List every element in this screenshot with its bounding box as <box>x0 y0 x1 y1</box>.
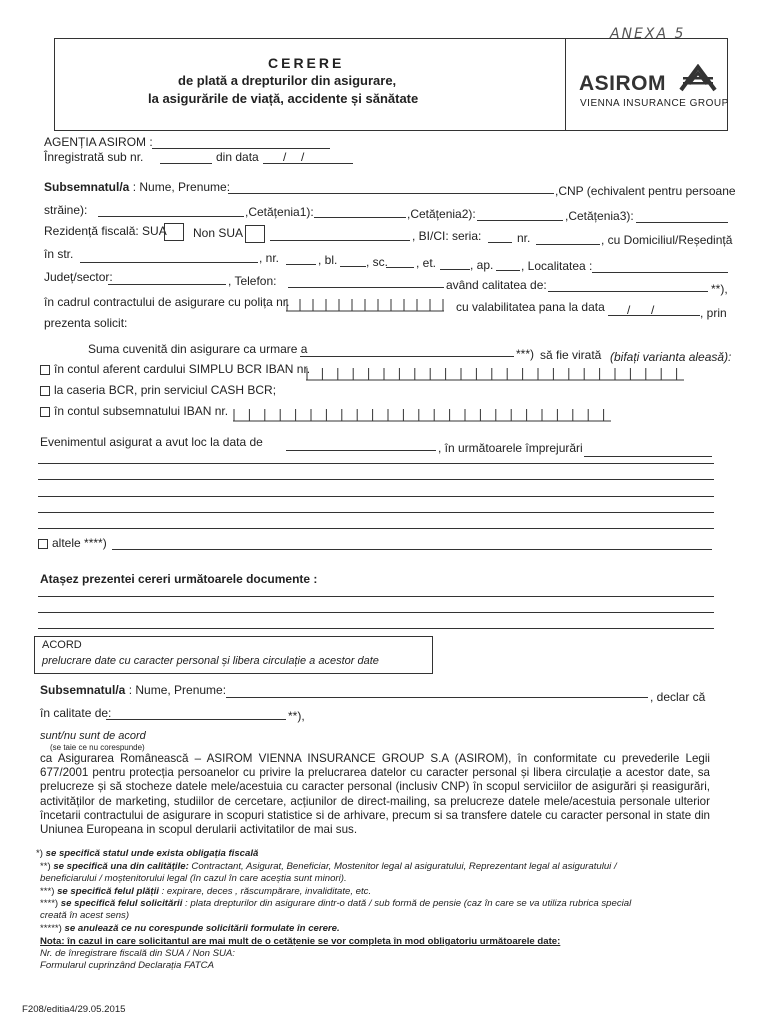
stair-field[interactable] <box>386 267 414 268</box>
option-account-label: în contul subsemnatului IBAN nr. <box>54 404 229 418</box>
date-separator: / <box>301 150 305 164</box>
note-mark: *) <box>36 848 43 859</box>
id-series-label: , BI/CI: seria: <box>412 229 482 243</box>
option-account-checkbox[interactable] <box>40 407 50 417</box>
other-field[interactable] <box>112 549 712 550</box>
circumstances-field[interactable] <box>584 456 712 457</box>
apartment-label: , ap. <box>470 258 494 272</box>
form-subtitle-1: de plată a drepturilor din asigurare, <box>178 73 397 88</box>
circumstances-line[interactable] <box>38 496 714 497</box>
sum-label: Suma cuvenită din asigurare ca urmare a <box>88 342 308 356</box>
choose-hint: (bifați varianta aleasă): <box>610 350 732 364</box>
by-label: , prin <box>700 306 727 320</box>
sum-reason-field[interactable] <box>300 356 514 357</box>
applicant-label: Subsemnatul/a <box>44 180 130 194</box>
agency-label: AGENȚIA ASIROM : <box>44 135 153 149</box>
form-subtitle-2: la asigurările de viață, accidente și sănătate <box>148 91 419 106</box>
citizenship3-label: ,Cetățenia3): <box>565 209 634 223</box>
event-date-label: Evenimentul asigurat a avut loc la data de <box>40 435 263 449</box>
note-2-list: Contractant, Asigurat, Beneficiar, Mostenitor legal al asiguratului, Reprezentant legal al asiguratului / <box>188 861 617 872</box>
agree-option[interactable]: sunt/nu sunt de acord <box>40 730 146 742</box>
block-field[interactable] <box>340 266 366 267</box>
citizenship3-field[interactable] <box>636 222 728 223</box>
fiscal-residence-label: Rezidență fiscală: SUA <box>44 224 167 238</box>
form-code: F208/editia4/29.05.2015 <box>22 1004 126 1015</box>
id-number-label: nr. <box>517 231 531 245</box>
policy-number-field[interactable] <box>286 297 446 318</box>
declare-label: , declar că <box>650 690 706 704</box>
non-sua-label: Non SUA <box>193 226 244 240</box>
circumstances-line[interactable] <box>38 479 714 480</box>
sua-checkbox[interactable] <box>164 223 184 241</box>
registration-label: Înregistrată sub nr. <box>44 150 144 164</box>
name-label: : Nume, Prenume: <box>129 180 231 194</box>
county-field[interactable] <box>108 284 226 285</box>
phone-field[interactable] <box>288 287 444 288</box>
sum-note: ***) <box>516 347 535 361</box>
street-label: în str. <box>44 247 74 261</box>
capacity-field[interactable] <box>548 291 708 292</box>
documents-line[interactable] <box>38 612 714 613</box>
locality-field[interactable] <box>592 272 728 273</box>
non-sua-checkbox[interactable] <box>245 225 265 243</box>
registration-number-field[interactable] <box>160 163 212 164</box>
note-3-list: : expirare, deces , răscumpărare, invaliditate, etc. <box>158 886 372 897</box>
street-number-field[interactable] <box>286 264 316 265</box>
note-3: se specifică felul plății <box>54 886 159 897</box>
documents-line[interactable] <box>38 596 714 597</box>
consent-quality-label: în calitate de: <box>40 706 112 720</box>
circumstances-label: , în următoarele împrejurări <box>438 441 583 455</box>
form-title: CERERE <box>268 55 345 71</box>
note-4-cont: creată în acest sens) <box>40 910 130 921</box>
stair-label: , sc. <box>366 255 389 269</box>
asirom-logo-text: ASIROM <box>579 72 666 95</box>
note-mark: ****) <box>40 898 59 909</box>
account-iban-field[interactable] <box>233 407 613 428</box>
apartment-field[interactable] <box>496 270 520 271</box>
consent-title: ACORD <box>42 639 82 651</box>
validity-label: cu valabilitatea pana la data <box>456 300 605 314</box>
nota-fatca: Nota: în cazul in care solicitantul are mai mult de o cetățenie se vor completa în mod obligatoriu următoarele date: <box>40 936 561 947</box>
phone-label: , Telefon: <box>228 274 277 288</box>
county-label: Județ/sector: <box>44 270 113 284</box>
option-cash-label: la caseria BCR, prin serviciul CASH BCR; <box>54 383 277 397</box>
card-iban-field[interactable] <box>306 366 686 387</box>
note-4-list: : plata drepturilor din asigurare dintr-o dată / sub formă de pensie (caz în care se va utiliza rubrica special <box>182 898 632 909</box>
capacity-label: având calitatea de: <box>446 278 547 292</box>
note-mark: ***) <box>40 886 55 897</box>
foreign-label: străine): <box>44 203 88 217</box>
documents-line[interactable] <box>38 628 714 629</box>
note-2-cont: beneficiarului / moștenitorului legal (în cazul în care aceștia sunt minori). <box>40 873 347 884</box>
consent-quality-field[interactable] <box>106 719 286 720</box>
street-field[interactable] <box>80 262 258 263</box>
registration-date-label: din data <box>216 150 259 164</box>
note-mark: *****) <box>40 923 62 934</box>
note-5: se anulează ce nu corespunde solicitării formulate în cerere. <box>61 923 340 934</box>
event-date-field[interactable] <box>286 450 436 451</box>
circumstances-line[interactable] <box>38 463 714 464</box>
id-number-field[interactable] <box>536 244 600 245</box>
consent-quality-note: **), <box>288 709 305 723</box>
transfer-label: să fie virată <box>540 348 602 362</box>
nota-line-2: Formularul cuprinzând Declarația FATCA <box>40 960 214 971</box>
asirom-logo-icon <box>679 64 717 97</box>
fiscal-residence-field[interactable] <box>270 240 410 241</box>
street-number-label: , nr. <box>259 251 280 265</box>
floor-field[interactable] <box>440 269 470 270</box>
domicile-label: , cu Domiciliul/Reședință <box>601 233 733 247</box>
documents-label: Atașez prezentei cereri următoarele documente : <box>40 572 318 586</box>
name-field[interactable] <box>228 193 554 194</box>
asirom-logo-group: VIENNA INSURANCE GROUP <box>580 98 729 109</box>
strike-note: (se taie ce nu corespunde) <box>50 743 145 752</box>
note-4: se specifică felul solicitării <box>58 898 183 909</box>
cnp-field[interactable] <box>98 216 244 217</box>
note-2: se specifică una din calitățile: <box>50 861 189 872</box>
other-label: altele ****) <box>52 536 107 550</box>
circumstances-line[interactable] <box>38 528 714 529</box>
annex-handwritten-label: ANEXA 5 <box>610 26 686 42</box>
other-checkbox[interactable] <box>38 539 48 549</box>
consent-applicant-label: Subsemnatul/a <box>40 683 126 697</box>
citizenship1-label: ,Cetățenia1): <box>245 205 314 219</box>
consent-subtitle: prelucrare date cu caracter personal și libera circulație a acestor date <box>42 655 379 667</box>
option-card-checkbox[interactable] <box>40 365 50 375</box>
nota-line-1: Nr. de înregistrare fiscală din SUA / Non SUA: <box>40 948 235 959</box>
locality-label: , Localitatea : <box>521 259 593 273</box>
floor-label: , et. <box>416 256 437 270</box>
header-divider <box>565 38 566 130</box>
capacity-note: **), <box>711 282 728 296</box>
date-separator: / <box>627 303 631 317</box>
citizenship2-field[interactable] <box>477 220 563 221</box>
option-card-label: în contul aferent cardului SIMPLU BCR IBAN nr. <box>54 362 311 376</box>
agency-field[interactable] <box>152 148 330 149</box>
id-series-field[interactable] <box>488 242 512 243</box>
consent-name-label: : Nume, Prenume: <box>125 683 227 697</box>
citizenship1-field[interactable] <box>314 217 406 218</box>
consent-text: ca Asigurarea Românească – ASIROM VIENNA INSURANCE GROUP S.A (ASIROM), în conformitate cu prevederile Legii 677/2001 pentru protecția persoanelor cu privire la prelucrarea datelor cu caracter personal și libera circulație a acestor date, sa prelucreze și să stocheze datele mele/acestuia cu caracter personal (inclusiv CNP) în scopul serviciilor de asigurări și reasigurări, activităților de marketing, studiilor de cercetare, acțiunilor de direct-mailing, sa prelucreze datele mele/acestuia personale ulterior încetarii contractului de asigurare in scopuri statistice si de arhivare, precum si sa transfere datele cu caracter personal in state din Uniunea Europeana in scopul derularii activitatilor de mai sus. <box>40 752 710 837</box>
date-separator: / <box>283 150 287 164</box>
block-label: , bl. <box>318 253 338 267</box>
citizenship2-label: ,Cetățenia2): <box>407 207 476 221</box>
cnp-label: ,CNP (echivalent pentru persoane <box>555 184 736 198</box>
option-cash-checkbox[interactable] <box>40 386 50 396</box>
date-separator: / <box>651 303 655 317</box>
note-mark: **) <box>40 861 51 872</box>
circumstances-line[interactable] <box>38 512 714 513</box>
registration-date-field[interactable] <box>263 163 353 164</box>
consent-name-field[interactable] <box>226 697 648 698</box>
request-label: prezenta solicit: <box>44 316 128 330</box>
policy-label: în cadrul contractului de asigurare cu polița nr. <box>44 295 290 309</box>
note-1: se specifică statul unde exista obligația fiscală <box>42 848 259 859</box>
